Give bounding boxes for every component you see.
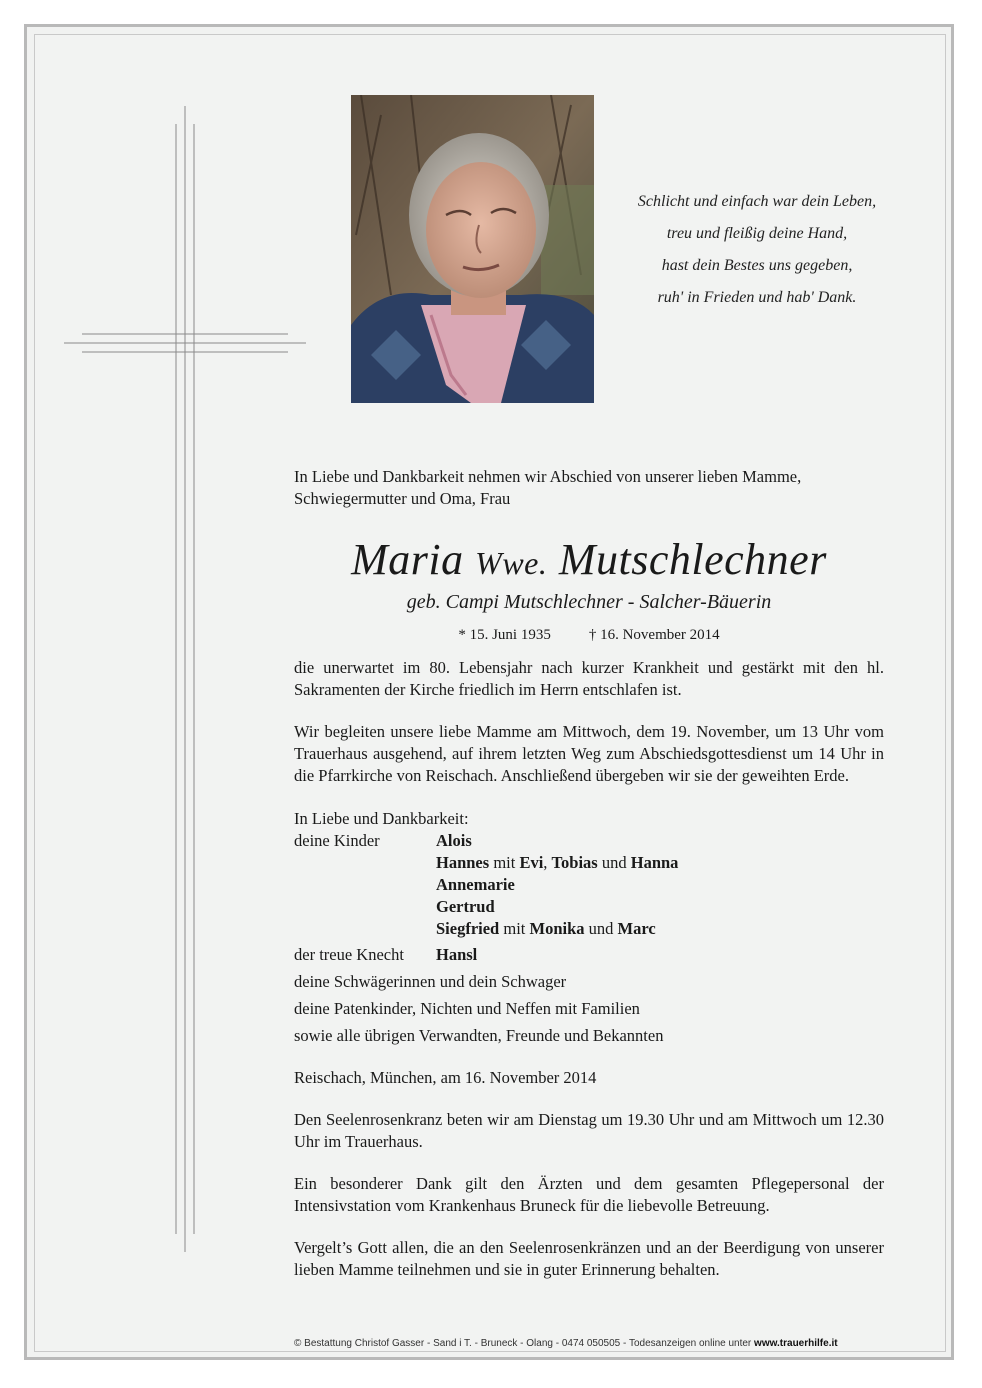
mourner-line: deine Schwägerinnen und dein Schwager [294,972,567,991]
child-name: Siegfried mit Monika und Marc [436,919,656,938]
servant-label: der treue Knecht [294,945,404,964]
birth-name: geb. Campi Mutschlechner - Salcher-Bäuerin [406,591,772,613]
death-notice-paragraph: die unerwartet im 80. Lebensjahr nach kurzer Krankheit und gestärkt mit den hl. Sakramenten der Kirche friedlich im Herrn entschlafen ist. [294,658,884,699]
mourner-line: sowie alle übrigen Verwandten, Freunde und Bekannten [294,1026,664,1045]
footer-text: © Bestattung Christof Gasser - Sand i T. - Bruneck - Olang - 0474 050505 - Todesanzeigen online unter [294,1338,752,1349]
first-name: Maria [351,535,464,584]
cross-icon [62,106,308,1256]
child-name: Annemarie [436,875,515,894]
child-name: Gertrud [436,897,495,916]
child-name: Hannes mit Evi, Tobias und Hanna [436,853,679,872]
rosary-paragraph: Den Seelenrosenkranz beten wir am Dienstag um 19.30 Uhr und am Mittwoch um 12.30 Uhr im Trauerhaus. [294,1110,884,1151]
verse-line: Schlicht und einfach war dein Leben, [637,193,877,210]
funeral-paragraph: Wir begleiten unsere liebe Mamme am Mittwoch, dem 19. November, um 13 Uhr vom Trauerhaus ausgehend, auf ihrem letzten Weg zum Abschiedsgottesdienst um 14 Uhr in die Pfarrkirche von Reischach. Anschließend übergeben wir sie der geweihten Erde. [294,722,884,785]
children-label: deine Kinder [294,831,380,850]
thanks-paragraph: Ein besonderer Dank gilt den Ärzten und dem gesamten Pflegepersonal der Intensivstation vom Krankenhaus Bruneck für die liebevolle Betreuung. [294,1174,884,1215]
verse-line: ruh' in Frieden und hab' Dank. [657,289,857,306]
servant-row [294,944,884,966]
servant-name: Hansl [436,945,478,964]
verse-line: hast dein Bestes uns gegeben, [661,257,853,274]
obituary-text [294,466,884,1281]
intro-text: In Liebe und Dankbarkeit nehmen wir Abschied von unserer lieben Mamme, Schwiegermutter und Oma, Frau [294,467,802,508]
footer [294,1338,916,1349]
gratitude-paragraph: Vergelt’s Gott allen, die an den Seelenrosenkränzen und an der Beerdigung von unserer lieben Mamme teilnehmen und sie in guter Erinnerung behalten. [294,1238,884,1279]
last-name: Mutschlechner [558,535,827,584]
life-dates [294,625,884,645]
children-list [294,830,884,940]
mourner-line: deine Patenkinder, Nichten und Neffen mit Familien [294,999,640,1018]
footer-link[interactable]: www.trauerhilfe.it [754,1338,838,1349]
place-date: Reischach, München, am 16. November 2014 [294,1068,597,1087]
birth-date: * 15. Juni 1935 [458,627,551,643]
mourners-title: In Liebe und Dankbarkeit: [294,809,469,828]
child-name: Alois [436,831,472,850]
memorial-verse [612,186,902,314]
verse-line: treu und fleißig deine Hand, [666,225,848,242]
death-date: † 16. November 2014 [588,627,720,643]
portrait-photo [351,95,594,403]
widow-title: Wwe. [475,545,548,581]
deceased-name [294,534,884,589]
